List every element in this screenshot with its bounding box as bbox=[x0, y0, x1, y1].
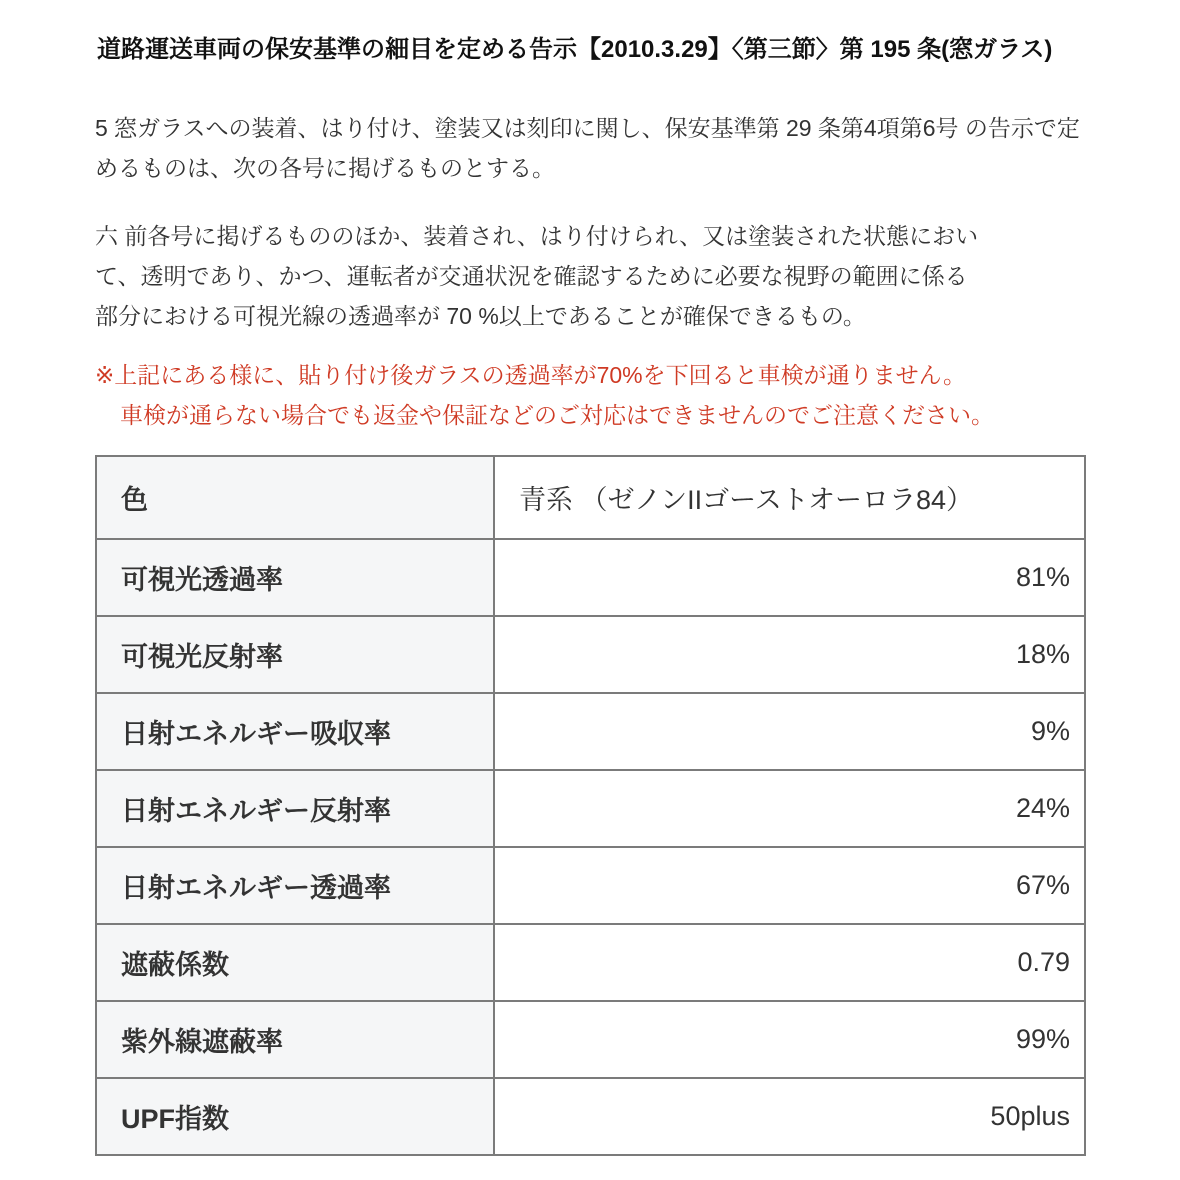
paragraph-clause-5 bbox=[95, 108, 1086, 188]
table-row-uv-shielding-rate bbox=[96, 1001, 1085, 1078]
warning-line: ※上記にある様に、貼り付け後ガラスの透過率が70%を下回ると車検が通りません。 bbox=[95, 362, 966, 388]
table-row-visible-light-reflectance bbox=[96, 616, 1085, 693]
paragraph-line: て、透明であり、かつ、運転者が交通状況を確認するために必要な視野の範囲に係る bbox=[95, 263, 968, 289]
table-row-shading-coefficient bbox=[96, 924, 1085, 1001]
spec-value-cell: 青系 （ゼノンIIゴーストオーロラ84） bbox=[494, 456, 1085, 539]
spec-value-cell: 9% bbox=[494, 693, 1085, 770]
table-row-solar-energy-transmittance bbox=[96, 847, 1085, 924]
paragraph-line: 六 前各号に掲げるもののほか、装着され、はり付けられ、又は塗装された状態におい bbox=[95, 223, 979, 249]
spec-label-cell: 紫外線遮蔽率 bbox=[96, 1001, 494, 1078]
page-title: 道路運送車両の保安基準の細目を定める告示【2010.3.29】〈第三節〉第 195 条(窓ガラス) bbox=[97, 36, 1053, 63]
spec-value-cell: 0.79 bbox=[494, 924, 1085, 1001]
spec-value-cell: 99% bbox=[494, 1001, 1085, 1078]
spec-label-cell: 色 bbox=[96, 456, 494, 539]
spec-label-cell: 日射エネルギー透過率 bbox=[96, 847, 494, 924]
spec-value-cell: 18% bbox=[494, 616, 1085, 693]
paragraph-line: 5 窓ガラスへの装着、はり付け、塗装又は刻印に関し、保安基準第 29 条第4項第6号 の告示で定 bbox=[95, 115, 1080, 141]
table-row-solar-energy-reflectance bbox=[96, 770, 1085, 847]
table-row-upf-index bbox=[96, 1078, 1085, 1155]
table-row-visible-light-transmittance bbox=[96, 539, 1085, 616]
spec-table bbox=[95, 455, 1086, 1156]
warning-line: 車検が通らない場合でも返金や保証などのご対応はできませんのでご注意ください。 bbox=[120, 402, 994, 428]
table-row-solar-energy-absorption bbox=[96, 693, 1085, 770]
spec-value-cell: 24% bbox=[494, 770, 1085, 847]
paragraph-clause-6 bbox=[95, 216, 1086, 336]
paragraph-line: 部分における可視光線の透過率が 70 %以上であることが確保できるもの。 bbox=[95, 303, 866, 329]
spec-label-cell: 日射エネルギー吸収率 bbox=[96, 693, 494, 770]
spec-label-cell: UPF指数 bbox=[96, 1078, 494, 1155]
spec-label-cell: 可視光反射率 bbox=[96, 616, 494, 693]
warning-note bbox=[95, 355, 1086, 435]
spec-label-cell: 日射エネルギー反射率 bbox=[96, 770, 494, 847]
table-row-color bbox=[96, 456, 1085, 539]
document-page bbox=[95, 0, 1086, 1156]
spec-value-cell: 67% bbox=[494, 847, 1085, 924]
paragraph-line: めるものは、次の各号に掲げるものとする。 bbox=[95, 155, 555, 181]
spec-value-cell: 50plus bbox=[494, 1078, 1085, 1155]
spec-label-cell: 遮蔽係数 bbox=[96, 924, 494, 1001]
spec-value-cell: 81% bbox=[494, 539, 1085, 616]
spec-label-cell: 可視光透過率 bbox=[96, 539, 494, 616]
